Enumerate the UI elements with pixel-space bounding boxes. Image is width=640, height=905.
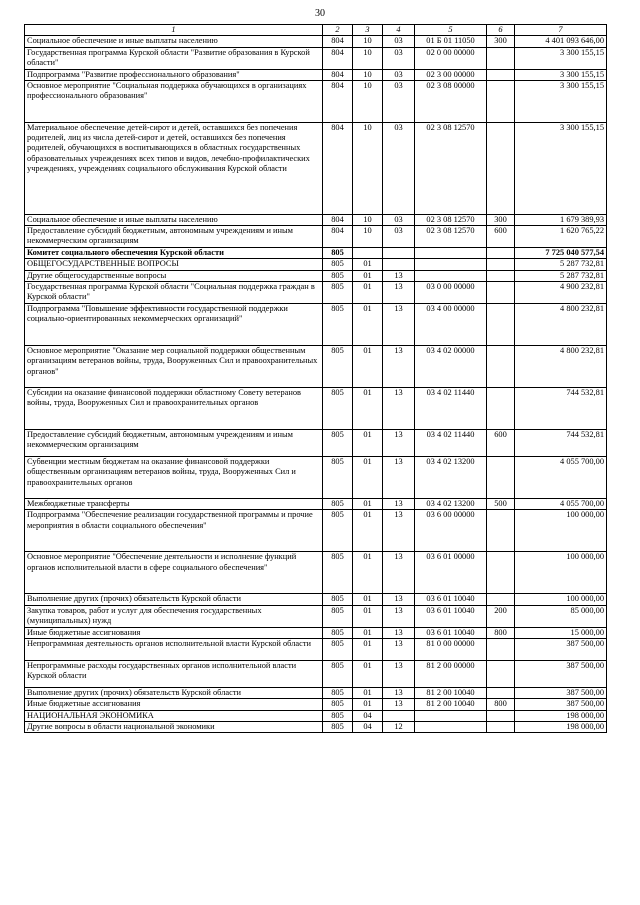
target-article-cell: 03 4 02 13200	[415, 457, 487, 499]
expense-type-cell: 200	[487, 605, 515, 627]
table-row	[25, 388, 607, 430]
amount-cell: 198 000,00	[515, 721, 607, 732]
row-name-cell: Комитет социального обеспечения Курской области	[25, 248, 323, 259]
subsection-code-cell: 13	[383, 457, 415, 499]
row-name-cell: Подпрограмма "Развитие профессионального образования"	[25, 69, 323, 80]
header-cell: 2	[323, 25, 353, 36]
row-name-cell: Подпрограмма "Повышение эффективности государственной поддержки социально-ориентированных некоммерческих организаций"	[25, 304, 323, 346]
amount-cell: 1 679 389,93	[515, 214, 607, 225]
expense-type-cell: 800	[487, 627, 515, 638]
subsection-code-cell	[383, 248, 415, 259]
section-code-cell: 10	[353, 214, 383, 225]
table-row	[25, 457, 607, 499]
header-cell: 1	[25, 25, 323, 36]
amount-cell: 4 055 700,00	[515, 499, 607, 510]
row-name-cell: Выполнение других (прочих) обязательств Курской области	[25, 687, 323, 698]
target-article-cell: 03 6 01 10040	[415, 594, 487, 605]
ministry-code-cell: 804	[323, 47, 353, 69]
expense-type-cell	[487, 687, 515, 698]
expense-type-cell: 800	[487, 699, 515, 710]
expense-type-cell	[487, 552, 515, 594]
amount-cell: 387 500,00	[515, 699, 607, 710]
section-code-cell: 01	[353, 552, 383, 594]
subsection-code-cell: 03	[383, 36, 415, 47]
row-name-cell: Основное мероприятие "Обеспечение деятельности и исполнение функций органов исполнительной власти в сфере социального обеспечения"	[25, 552, 323, 594]
section-code-cell	[353, 248, 383, 259]
subsection-code-cell: 12	[383, 721, 415, 732]
subsection-code-cell: 13	[383, 304, 415, 346]
section-code-cell: 01	[353, 499, 383, 510]
amount-cell: 744 532,81	[515, 430, 607, 457]
expense-type-cell: 600	[487, 226, 515, 248]
row-name-cell: Предоставление субсидий бюджетным, автономным учреждениям и иным некоммерческим организациям	[25, 430, 323, 457]
table-row	[25, 687, 607, 698]
amount-cell: 1 620 765,22	[515, 226, 607, 248]
section-code-cell: 10	[353, 47, 383, 69]
expense-type-cell	[487, 259, 515, 270]
subsection-code-cell: 13	[383, 687, 415, 698]
ministry-code-cell: 805	[323, 248, 353, 259]
row-name-cell: Государственная программа Курской области "Развитие образования в Курской области"	[25, 47, 323, 69]
ministry-code-cell: 805	[323, 499, 353, 510]
target-article-cell: 03 4 02 11440	[415, 388, 487, 430]
expense-type-cell	[487, 457, 515, 499]
expense-type-cell	[487, 122, 515, 214]
amount-cell: 3 300 155,15	[515, 80, 607, 122]
ministry-code-cell: 804	[323, 36, 353, 47]
row-name-cell: Социальное обеспечение и иные выплаты населению	[25, 214, 323, 225]
target-article-cell: 81 2 00 10040	[415, 687, 487, 698]
subsection-code-cell: 13	[383, 510, 415, 552]
row-name-cell: ОБЩЕГОСУДАРСТВЕННЫЕ ВОПРОСЫ	[25, 259, 323, 270]
amount-cell: 4 900 232,81	[515, 282, 607, 304]
row-name-cell: Государственная программа Курской области "Социальная поддержка граждан в Курской области"	[25, 282, 323, 304]
row-name-cell: Подпрограмма "Обеспечение реализации государственной программы и прочие мероприятия в области социального обеспечения"	[25, 510, 323, 552]
expense-type-cell	[487, 660, 515, 687]
subsection-code-cell: 13	[383, 552, 415, 594]
section-code-cell: 10	[353, 80, 383, 122]
row-name-cell: Иные бюджетные ассигнования	[25, 699, 323, 710]
amount-cell: 100 000,00	[515, 594, 607, 605]
ministry-code-cell: 805	[323, 594, 353, 605]
target-article-cell: 02 3 08 12570	[415, 214, 487, 225]
expense-type-cell	[487, 248, 515, 259]
expense-type-cell	[487, 47, 515, 69]
section-code-cell: 01	[353, 282, 383, 304]
target-article-cell: 02 3 00 00000	[415, 69, 487, 80]
target-article-cell: 03 6 01 10040	[415, 627, 487, 638]
section-code-cell: 01	[353, 259, 383, 270]
section-code-cell: 01	[353, 699, 383, 710]
ministry-code-cell: 804	[323, 80, 353, 122]
target-article-cell: 03 6 01 00000	[415, 552, 487, 594]
table-row	[25, 346, 607, 388]
amount-cell: 15 000,00	[515, 627, 607, 638]
table-row	[25, 710, 607, 721]
row-name-cell: Основное мероприятие "Социальная поддержка обучающихся в организациях профессионального образования"	[25, 80, 323, 122]
ministry-code-cell: 805	[323, 282, 353, 304]
target-article-cell: 03 4 00 00000	[415, 304, 487, 346]
ministry-code-cell: 805	[323, 304, 353, 346]
section-code-cell: 01	[353, 605, 383, 627]
amount-cell: 387 500,00	[515, 638, 607, 660]
ministry-code-cell: 805	[323, 605, 353, 627]
section-code-cell: 01	[353, 457, 383, 499]
target-article-cell: 02 3 08 12570	[415, 226, 487, 248]
subsection-code-cell: 03	[383, 80, 415, 122]
row-name-cell: НАЦИОНАЛЬНАЯ ЭКОНОМИКА	[25, 710, 323, 721]
target-article-cell: 02 3 08 12570	[415, 122, 487, 214]
expense-type-cell	[487, 388, 515, 430]
ministry-code-cell: 805	[323, 430, 353, 457]
ministry-code-cell: 805	[323, 627, 353, 638]
table-row	[25, 36, 607, 47]
amount-cell: 3 300 155,15	[515, 69, 607, 80]
header-cell: 5	[415, 25, 487, 36]
subsection-code-cell: 13	[383, 499, 415, 510]
table-body	[25, 36, 607, 733]
target-article-cell: 03 6 00 00000	[415, 510, 487, 552]
row-name-cell: Непрограммная деятельность органов исполнительной власти Курской области	[25, 638, 323, 660]
table-row	[25, 122, 607, 214]
amount-cell: 387 500,00	[515, 660, 607, 687]
amount-cell: 100 000,00	[515, 552, 607, 594]
ministry-code-cell: 805	[323, 721, 353, 732]
expense-type-cell	[487, 304, 515, 346]
header-cell: 3	[353, 25, 383, 36]
amount-cell: 4 800 232,81	[515, 346, 607, 388]
section-code-cell: 04	[353, 710, 383, 721]
ministry-code-cell: 805	[323, 638, 353, 660]
amount-cell: 387 500,00	[515, 687, 607, 698]
ministry-code-cell: 804	[323, 226, 353, 248]
ministry-code-cell: 804	[323, 214, 353, 225]
expense-type-cell: 300	[487, 36, 515, 47]
table-row	[25, 430, 607, 457]
row-name-cell: Выполнение других (прочих) обязательств Курской области	[25, 594, 323, 605]
table-row	[25, 226, 607, 248]
section-code-cell: 01	[353, 687, 383, 698]
section-code-cell: 01	[353, 638, 383, 660]
subsection-code-cell: 13	[383, 594, 415, 605]
table-row	[25, 699, 607, 710]
target-article-cell: 02 3 08 00000	[415, 80, 487, 122]
subsection-code-cell: 03	[383, 47, 415, 69]
ministry-code-cell: 805	[323, 510, 353, 552]
subsection-code-cell: 13	[383, 282, 415, 304]
table-row	[25, 259, 607, 270]
subsection-code-cell: 13	[383, 627, 415, 638]
expense-type-cell	[487, 270, 515, 281]
amount-cell: 5 287 732,81	[515, 270, 607, 281]
subsection-code-cell	[383, 259, 415, 270]
row-name-cell: Субсидии на оказание финансовой поддержки областному Совету ветеранов войны, труда, Вооруженных Сил и правоохранительных органов	[25, 388, 323, 430]
amount-cell: 7 725 040 577,54	[515, 248, 607, 259]
subsection-code-cell	[383, 710, 415, 721]
subsection-code-cell: 13	[383, 270, 415, 281]
ministry-code-cell: 805	[323, 259, 353, 270]
subsection-code-cell: 13	[383, 346, 415, 388]
row-name-cell: Социальное обеспечение и иные выплаты населению	[25, 36, 323, 47]
header-cell: 6	[487, 25, 515, 36]
amount-cell: 100 000,00	[515, 510, 607, 552]
row-name-cell: Межбюджетные трансферты	[25, 499, 323, 510]
amount-cell: 4 800 232,81	[515, 304, 607, 346]
ministry-code-cell: 805	[323, 710, 353, 721]
subsection-code-cell: 03	[383, 69, 415, 80]
subsection-code-cell: 13	[383, 430, 415, 457]
table-row	[25, 47, 607, 69]
header-row	[25, 25, 607, 36]
table-row	[25, 282, 607, 304]
row-name-cell: Закупка товаров, работ и услуг для обеспечения государственных (муниципальных) нужд	[25, 605, 323, 627]
expense-type-cell	[487, 721, 515, 732]
ministry-code-cell: 805	[323, 346, 353, 388]
section-code-cell: 01	[353, 270, 383, 281]
table-row	[25, 214, 607, 225]
row-name-cell: Предоставление субсидий бюджетным, автономным учреждениям и иным некоммерческим организациям	[25, 226, 323, 248]
section-code-cell: 10	[353, 226, 383, 248]
page-number: 30	[315, 8, 325, 19]
expense-type-cell: 300	[487, 214, 515, 225]
target-article-cell: 01 Б 01 11050	[415, 36, 487, 47]
subsection-code-cell: 13	[383, 660, 415, 687]
section-code-cell: 01	[353, 388, 383, 430]
expense-type-cell	[487, 710, 515, 721]
table-row	[25, 638, 607, 660]
table-row	[25, 510, 607, 552]
amount-cell: 198 000,00	[515, 710, 607, 721]
ministry-code-cell: 804	[323, 69, 353, 80]
target-article-cell: 03 4 02 00000	[415, 346, 487, 388]
section-code-cell: 10	[353, 122, 383, 214]
amount-cell: 85 000,00	[515, 605, 607, 627]
target-article-cell	[415, 270, 487, 281]
amount-cell: 4 055 700,00	[515, 457, 607, 499]
table-row	[25, 304, 607, 346]
target-article-cell: 81 2 00 00000	[415, 660, 487, 687]
amount-cell: 5 287 732,81	[515, 259, 607, 270]
table-row	[25, 69, 607, 80]
target-article-cell: 03 0 00 00000	[415, 282, 487, 304]
section-code-cell: 01	[353, 510, 383, 552]
amount-cell: 3 300 155,15	[515, 122, 607, 214]
expense-type-cell	[487, 594, 515, 605]
amount-cell: 4 401 093 646,00	[515, 36, 607, 47]
row-name-cell: Субвенции местным бюджетам на оказание финансовой поддержки общественным организациям ветеранов войны, труда, Вооруженных Сил и правоохранительных органов	[25, 457, 323, 499]
ministry-code-cell: 805	[323, 270, 353, 281]
row-name-cell: Основное мероприятие "Оказание мер социальной поддержки общественным организациям ветеранов войны, труда, Вооруженных Сил и правоохранительных органов"	[25, 346, 323, 388]
table-row	[25, 660, 607, 687]
subsection-code-cell: 03	[383, 226, 415, 248]
subsection-code-cell: 13	[383, 638, 415, 660]
target-article-cell: 03 4 02 13200	[415, 499, 487, 510]
table-row	[25, 594, 607, 605]
section-code-cell: 01	[353, 660, 383, 687]
target-article-cell	[415, 259, 487, 270]
section-code-cell: 01	[353, 594, 383, 605]
header-cell: 7	[515, 25, 607, 36]
row-name-cell: Другие общегосударственные вопросы	[25, 270, 323, 281]
section-code-cell: 01	[353, 346, 383, 388]
expense-type-cell	[487, 80, 515, 122]
ministry-code-cell: 805	[323, 388, 353, 430]
target-article-cell: 81 2 00 10040	[415, 699, 487, 710]
ministry-code-cell: 805	[323, 699, 353, 710]
expense-type-cell	[487, 282, 515, 304]
table-row	[25, 552, 607, 594]
table-row	[25, 627, 607, 638]
expense-type-cell: 600	[487, 430, 515, 457]
subsection-code-cell: 13	[383, 699, 415, 710]
row-name-cell: Иные бюджетные ассигнования	[25, 627, 323, 638]
ministry-code-cell: 804	[323, 122, 353, 214]
row-name-cell: Материальное обеспечение детей-сирот и детей, оставшихся без попечения родителей, лиц из числа детей-сирот и детей, оставшихся без попечения родителей, обучающихся в воспитывающихся в областных государственных образовательных учреждениях всех типов и видов, лечебно-профилактических учреждениях, учреждениях социального обслуживания Курской области	[25, 122, 323, 214]
ministry-code-cell: 805	[323, 687, 353, 698]
header-cell: 4	[383, 25, 415, 36]
target-article-cell	[415, 248, 487, 259]
section-code-cell: 10	[353, 36, 383, 47]
ministry-code-cell: 805	[323, 457, 353, 499]
expense-type-cell	[487, 69, 515, 80]
target-article-cell	[415, 721, 487, 732]
target-article-cell: 03 6 01 10040	[415, 605, 487, 627]
table-row	[25, 248, 607, 259]
subsection-code-cell: 13	[383, 388, 415, 430]
target-article-cell	[415, 710, 487, 721]
expense-type-cell	[487, 346, 515, 388]
amount-cell: 744 532,81	[515, 388, 607, 430]
subsection-code-cell: 13	[383, 605, 415, 627]
table-row	[25, 80, 607, 122]
table-row	[25, 605, 607, 627]
budget-table	[24, 24, 607, 733]
table-row	[25, 499, 607, 510]
section-code-cell: 01	[353, 627, 383, 638]
expense-type-cell	[487, 510, 515, 552]
section-code-cell: 04	[353, 721, 383, 732]
row-name-cell: Непрограммные расходы государственных органов исполнительной власти Курской области	[25, 660, 323, 687]
ministry-code-cell: 805	[323, 660, 353, 687]
row-name-cell: Другие вопросы в области национальной экономики	[25, 721, 323, 732]
target-article-cell: 81 0 00 00000	[415, 638, 487, 660]
table-row	[25, 721, 607, 732]
table-row	[25, 270, 607, 281]
expense-type-cell	[487, 638, 515, 660]
section-code-cell: 10	[353, 69, 383, 80]
amount-cell: 3 300 155,15	[515, 47, 607, 69]
target-article-cell: 03 4 02 11440	[415, 430, 487, 457]
ministry-code-cell: 805	[323, 552, 353, 594]
expense-type-cell: 500	[487, 499, 515, 510]
target-article-cell: 02 0 00 00000	[415, 47, 487, 69]
subsection-code-cell: 03	[383, 214, 415, 225]
subsection-code-cell: 03	[383, 122, 415, 214]
section-code-cell: 01	[353, 430, 383, 457]
section-code-cell: 01	[353, 304, 383, 346]
